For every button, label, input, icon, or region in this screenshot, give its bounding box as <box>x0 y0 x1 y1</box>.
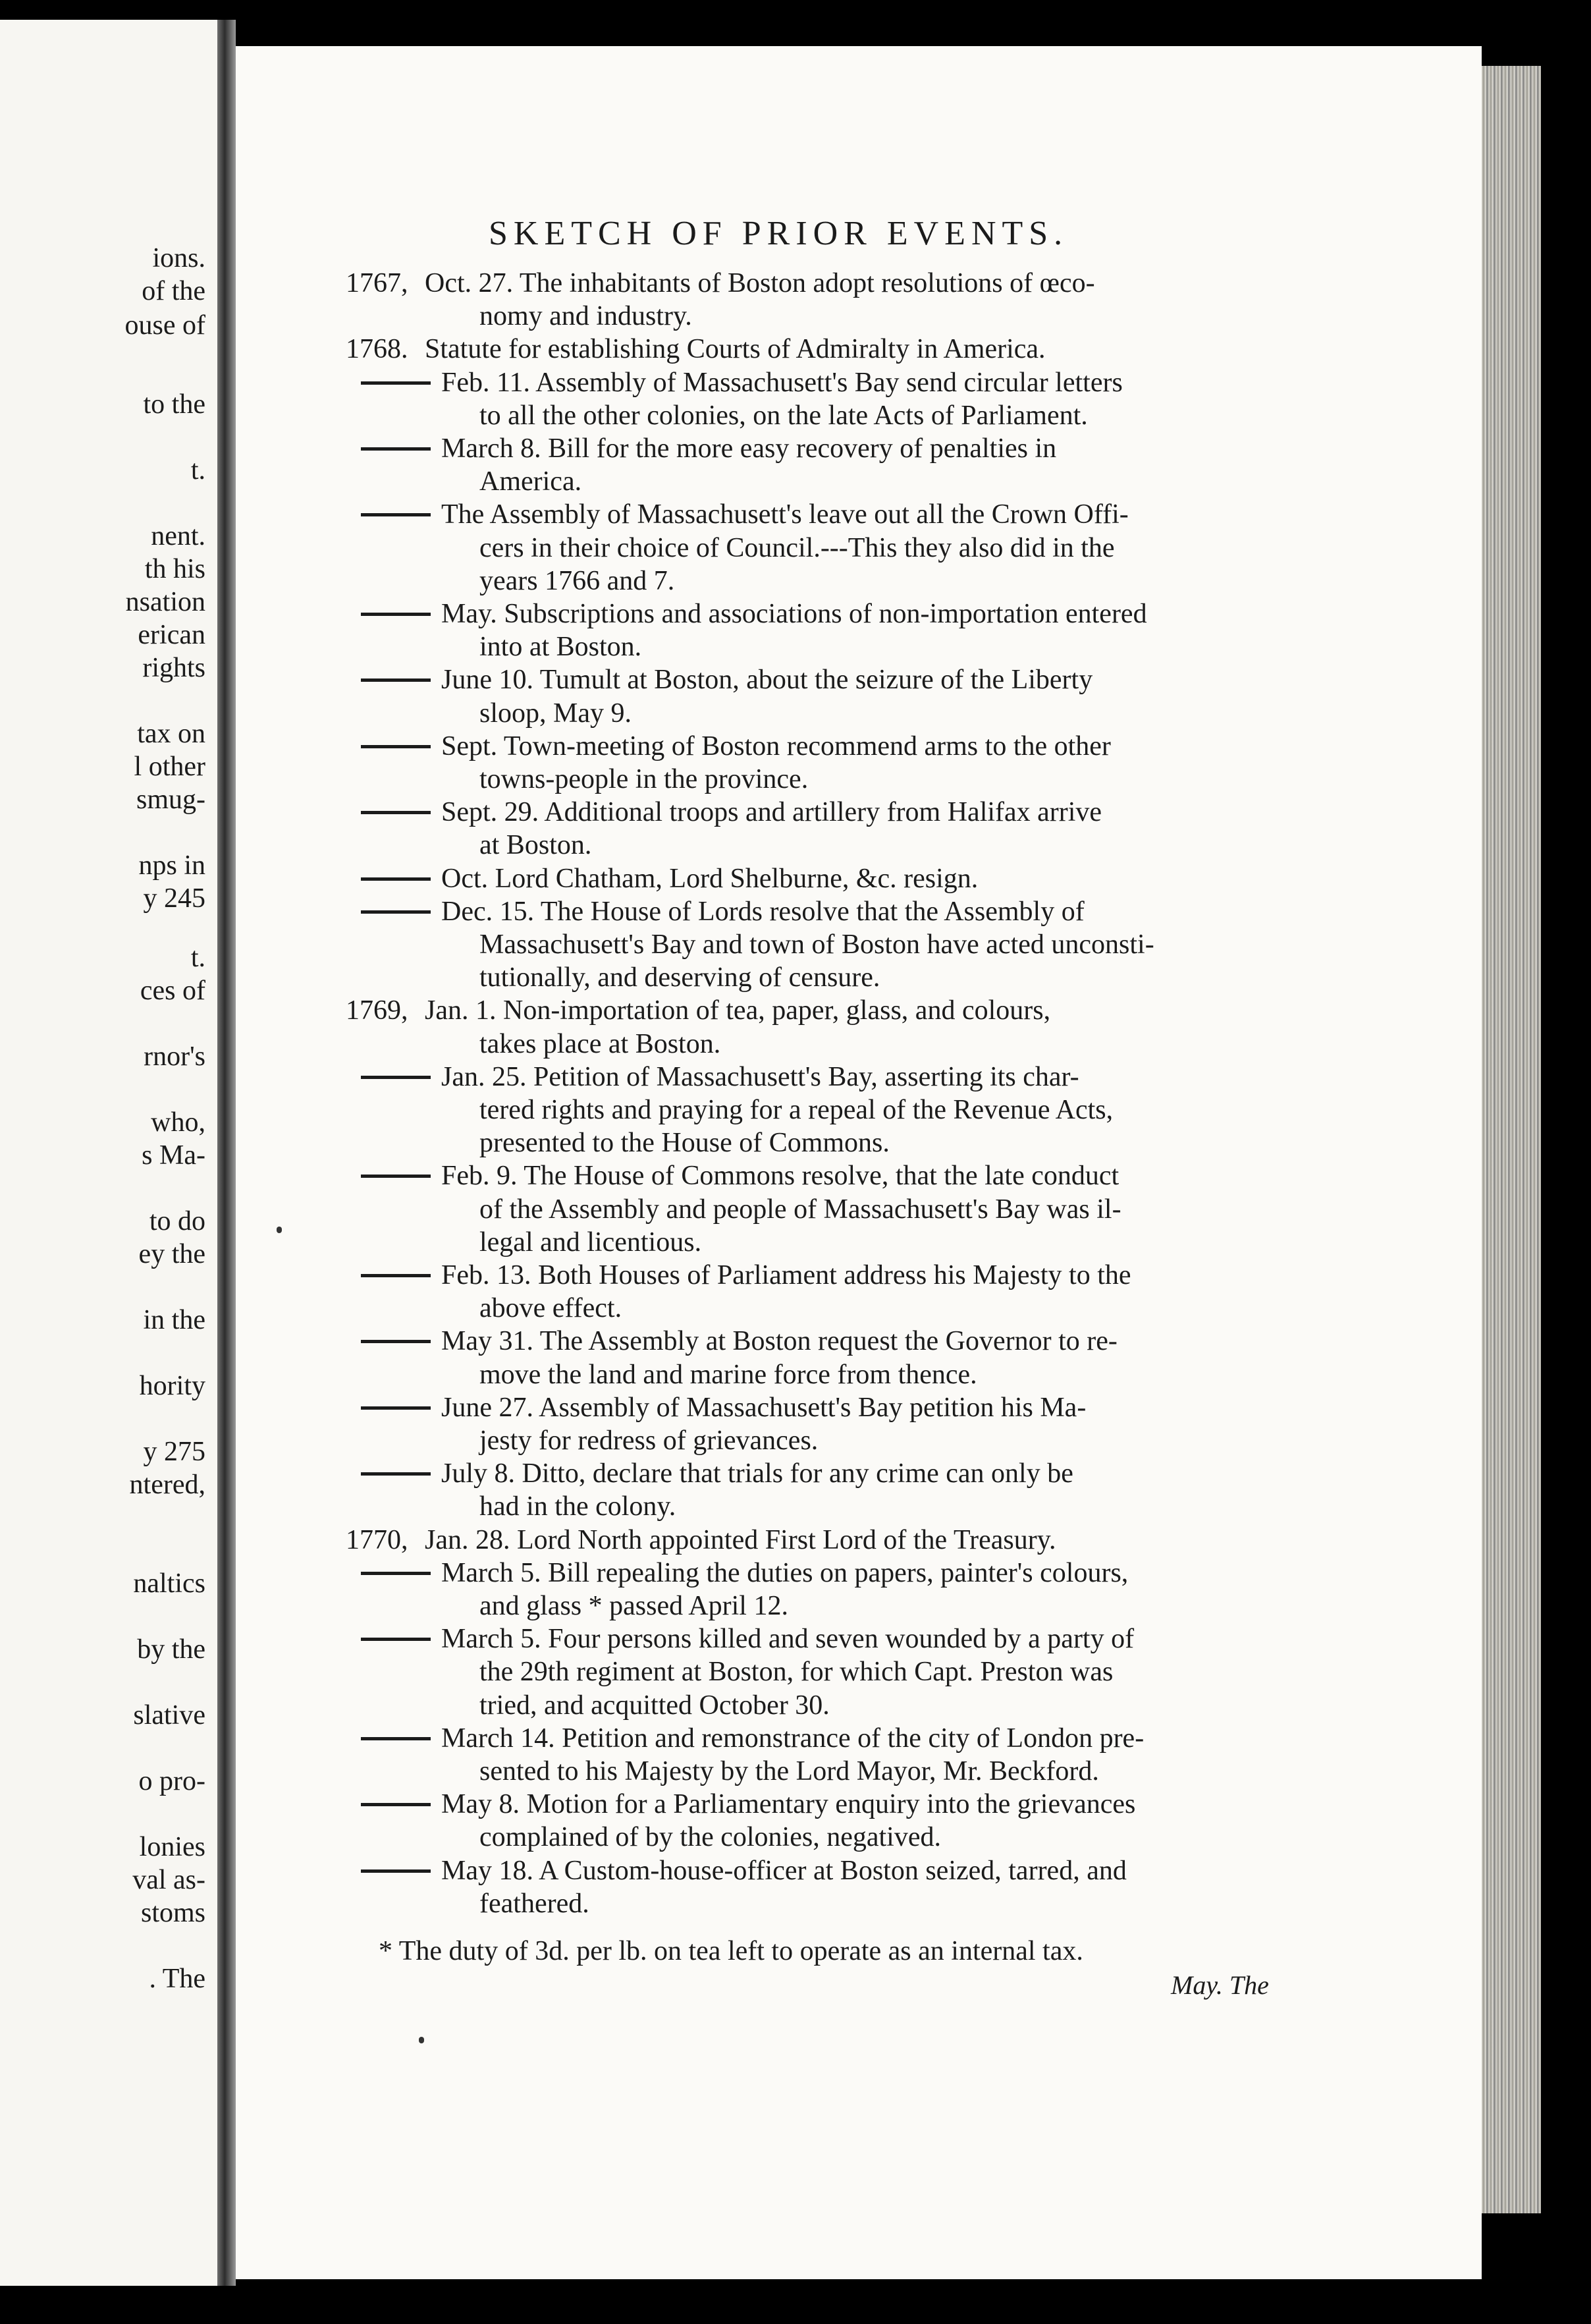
left-page-line: o pro- <box>138 1766 205 1796</box>
left-page-line: of the <box>142 276 205 306</box>
ditto-dash <box>361 1340 431 1343</box>
ditto-dash <box>361 1869 431 1873</box>
entry-line: Dec. 15. The House of Lords resolve that the Assembly of <box>441 896 1085 927</box>
entry-line: March 5. Four persons killed and seven wounded by a party of <box>441 1624 1135 1655</box>
entry-continuation-line: had in the colony. <box>479 1491 676 1522</box>
ditto-dash <box>361 381 431 385</box>
left-page-line: to do <box>149 1206 205 1236</box>
entry-line: May 18. A Custom-house-officer at Boston seized, tarred, and <box>441 1855 1127 1886</box>
left-page-line: . The <box>149 1964 205 1994</box>
ditto-dash <box>361 513 431 516</box>
left-page-line: in the <box>143 1305 205 1335</box>
left-page-line: nsation <box>125 587 205 617</box>
entry-continuation-line: takes place at Boston. <box>479 1028 721 1059</box>
page-heading: SKETCH OF PRIOR EVENTS. <box>489 215 1069 252</box>
ditto-dash <box>361 678 431 682</box>
entry-line: Sept. 29. Additional troops and artillery from Halifax arrive <box>441 797 1102 828</box>
left-page-line: l other <box>134 752 205 782</box>
entry-line: May 31. The Assembly at Boston request the Governor to re- <box>441 1326 1118 1357</box>
ditto-dash <box>361 877 431 881</box>
left-page-line: hority <box>139 1371 205 1401</box>
entry-line: Feb. 13. Both Houses of Parliament address his Majesty to the <box>441 1260 1131 1290</box>
entry-continuation-line: presented to the House of Commons. <box>479 1128 890 1159</box>
ditto-dash <box>361 447 431 451</box>
entry-continuation-line: tried, and acquitted October 30. <box>479 1690 830 1721</box>
entry-line: Statute for establishing Courts of Admiralty in America. <box>425 334 1046 365</box>
entry-continuation-line: America. <box>479 466 582 497</box>
entry-line: Sept. Town-meeting of Boston recommend arms to the other <box>441 731 1111 761</box>
ditto-dash <box>361 745 431 748</box>
left-page-line: ntered, <box>129 1470 205 1500</box>
left-page-line: t. <box>190 943 205 973</box>
entry-line: June 27. Assembly of Massachusett's Bay petition his Ma- <box>441 1392 1087 1423</box>
entry-continuation-line: and glass * passed April 12. <box>479 1591 788 1621</box>
year-label: 1768. <box>346 334 408 365</box>
ditto-dash <box>361 1076 431 1079</box>
left-page-line: s Ma- <box>142 1140 205 1171</box>
entry-continuation-line: feathered. <box>479 1888 589 1919</box>
ditto-dash <box>361 1638 431 1641</box>
left-page-line: nent. <box>151 521 205 551</box>
left-page-line: ey the <box>138 1239 205 1269</box>
entry-continuation-line: of the Assembly and people of Massachusett's Bay was il- <box>479 1194 1121 1225</box>
entry-continuation-line: at Boston. <box>479 830 592 861</box>
entry-line: May 8. Motion for a Parliamentary enquiry into the grievances <box>441 1789 1136 1820</box>
entry-continuation-line: tutionally, and deserving of censure. <box>479 962 880 993</box>
ink-speck <box>419 2037 424 2043</box>
left-page-line: th his <box>144 554 205 584</box>
entry-continuation-line: legal and licentious. <box>479 1227 702 1258</box>
year-label: 1769, <box>346 995 408 1026</box>
left-page-line: rnor's <box>144 1041 205 1072</box>
ditto-dash <box>361 613 431 616</box>
entry-continuation-line: tered rights and praying for a repeal of the Revenue Acts, <box>479 1095 1114 1125</box>
entry-continuation-line: the 29th regiment at Boston, for which Capt. Preston was <box>479 1657 1114 1688</box>
entry-line: Feb. 11. Assembly of Massachusett's Bay send circular letters <box>441 367 1123 398</box>
entry-line: Jan. 1. Non-importation of tea, paper, glass, and colours, <box>425 995 1051 1026</box>
left-page-line: who, <box>151 1107 205 1138</box>
entry-continuation-line: sloop, May 9. <box>479 698 632 729</box>
year-label: 1770, <box>346 1524 408 1555</box>
left-page-line: smug- <box>136 785 205 815</box>
year-label: 1767, <box>346 268 408 298</box>
entry-continuation-line: years 1766 and 7. <box>479 565 675 596</box>
entry-continuation-line: nomy and industry. <box>479 301 692 332</box>
left-page-line: lonies <box>139 1832 205 1862</box>
entry-continuation-line: sented to his Majesty by the Lord Mayor, Mr. Beckford. <box>479 1756 1099 1786</box>
left-page-line: y 245 <box>143 883 205 914</box>
left-page-line: ces of <box>140 976 205 1006</box>
left-page-line: ouse of <box>124 310 205 341</box>
entry-line: Jan. 25. Petition of Massachusett's Bay, asserting its char- <box>441 1061 1079 1092</box>
entry-continuation-line: above effect. <box>479 1293 622 1324</box>
entry-line: Feb. 9. The House of Commons resolve, that the late conduct <box>441 1161 1119 1192</box>
left-page-line: by the <box>137 1634 205 1665</box>
ink-speck <box>277 1227 282 1233</box>
ditto-dash <box>361 910 431 914</box>
ditto-dash <box>361 1737 431 1740</box>
entry-continuation-line: to all the other colonies, on the late Acts of Parliament. <box>479 400 1088 431</box>
left-page-line: y 275 <box>143 1437 205 1467</box>
left-page-line: t. <box>190 455 205 485</box>
ditto-dash <box>361 1175 431 1178</box>
entry-line: May. Subscriptions and associations of non-importation entered <box>441 599 1147 629</box>
footnote: * The duty of 3d. per lb. on tea left to operate as an internal tax. <box>379 1936 1083 1966</box>
entry-line: Oct. 27. The inhabitants of Boston adopt resolutions of œco- <box>425 268 1095 298</box>
ditto-dash <box>361 1274 431 1277</box>
ditto-dash <box>361 1406 431 1410</box>
left-page-line: to the <box>143 389 205 420</box>
entry-line: Oct. Lord Chatham, Lord Shelburne, &c. resign. <box>441 863 979 894</box>
left-page-line: slative <box>133 1700 205 1730</box>
left-page-line: erican <box>138 620 205 650</box>
entry-line: March 5. Bill repealing the duties on papers, painter's colours, <box>441 1557 1129 1588</box>
entry-continuation-line: complained of by the colonies, negatived. <box>479 1822 941 1853</box>
entry-continuation-line: Massachusett's Bay and town of Boston have acted unconsti- <box>479 929 1154 960</box>
left-page-line: naltics <box>133 1568 205 1599</box>
ditto-dash <box>361 1472 431 1476</box>
entry-line: June 10. Tumult at Boston, about the seizure of the Liberty <box>441 665 1093 696</box>
entry-line: July 8. Ditto, declare that trials for any crime can only be <box>441 1458 1073 1489</box>
ditto-dash <box>361 811 431 814</box>
entry-continuation-line: move the land and marine force from thence. <box>479 1359 977 1390</box>
entry-line: The Assembly of Massachusett's leave out all the Crown Offi- <box>441 499 1129 530</box>
catchword: May. The <box>1171 1970 1269 2000</box>
entry-continuation-line: into at Boston. <box>479 632 642 663</box>
left-page-line: tax on <box>137 719 205 749</box>
entry-line: March 14. Petition and remonstrance of the city of London pre- <box>441 1723 1145 1754</box>
entry-line: March 8. Bill for the more easy recovery of penalties in <box>441 433 1057 464</box>
left-page-line: val as- <box>132 1865 205 1895</box>
left-page-line: stoms <box>140 1898 205 1928</box>
left-page-line: ions. <box>152 243 205 273</box>
entry-continuation-line: cers in their choice of Council.---This they also did in the <box>479 532 1115 563</box>
entry-continuation-line: towns-people in the province. <box>479 764 809 794</box>
ditto-dash <box>361 1572 431 1575</box>
entry-line: Jan. 28. Lord North appointed First Lord of the Treasury. <box>425 1524 1056 1555</box>
left-page-line: nps in <box>138 850 205 881</box>
ditto-dash <box>361 1803 431 1806</box>
left-page-line: rights <box>142 653 205 683</box>
entry-continuation-line: jesty for redress of grievances. <box>479 1425 819 1456</box>
